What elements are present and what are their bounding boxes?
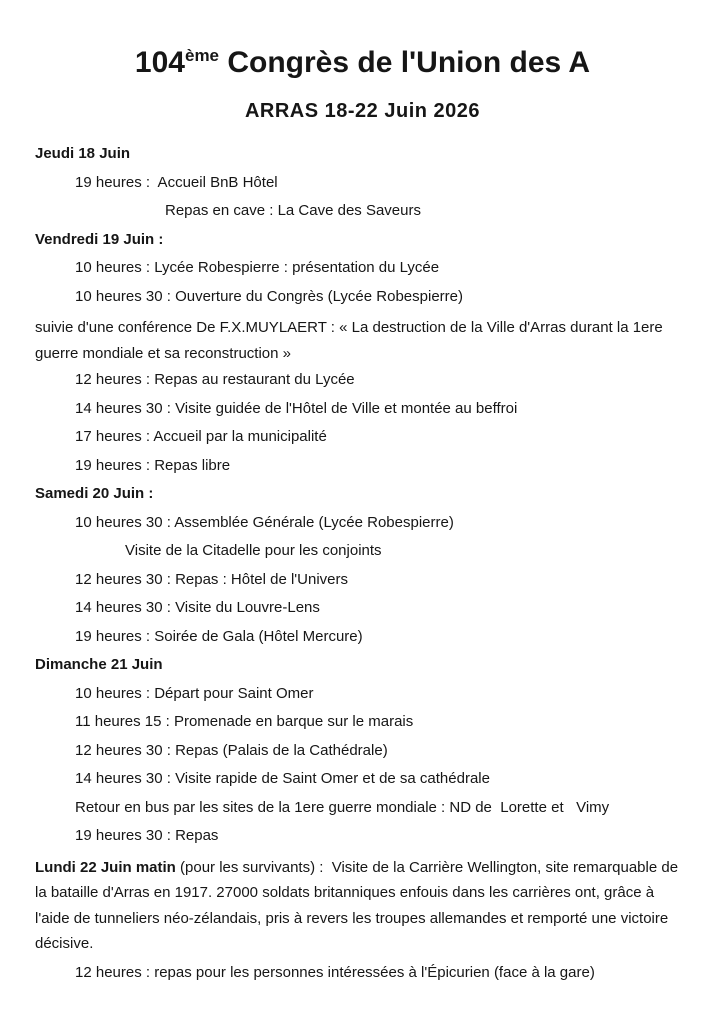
schedule-entry: 12 heures 30 : Repas : Hôtel de l'Univers <box>75 570 349 588</box>
schedule-entry: Retour en bus par les sites de la 1ere guerre mondiale : ND de Lorette et Vimy <box>75 798 610 816</box>
title-text: Congrès de l'Union des A <box>219 46 591 79</box>
day-heading-lundi: Lundi 22 Juin matin <box>35 858 176 876</box>
schedule-entry: 10 heures : Départ pour Saint Omer <box>75 684 314 702</box>
schedule-entry: 14 heures 30 : Visite du Louvre-Lens <box>75 599 320 616</box>
document-subtitle: ARRAS 18-22 Juin 2026 <box>244 100 481 122</box>
day-heading-dimanche: Dimanche 21 Juin <box>35 656 163 673</box>
schedule-entry: 19 heures : Repas libre <box>75 456 231 474</box>
schedule-entry: 19 heures : Accueil BnB Hôtel <box>75 173 278 191</box>
day-heading-samedi: Samedi 20 Juin : <box>35 485 154 502</box>
closing-paragraph <box>35 855 690 957</box>
schedule-entry: 12 heures : repas pour les personnes intéressées à l'Épicurien (face à la gare) <box>75 963 595 981</box>
conference-note: suivie d'une conférence De F.X.MUYLAERT : « La destruction de la Ville d'Arras durant la 1ere guerre mondiale et sa reconstruction » <box>35 319 667 362</box>
program-schedule <box>35 144 690 982</box>
day-heading-jeudi: Jeudi 18 Juin <box>35 145 131 162</box>
day-heading-vendredi: Vendredi 19 Juin : <box>35 230 164 248</box>
schedule-entry: 11 heures 15 : Promenade en barque sur le marais <box>75 713 414 730</box>
schedule-entry: 19 heures 30 : Repas <box>75 827 219 844</box>
schedule-entry: 14 heures 30 : Visite guidée de l'Hôtel de Ville et montée au beffroi <box>75 399 518 417</box>
schedule-entry: 10 heures 30 : Assemblée Générale (Lycée Robespierre) <box>75 513 454 531</box>
schedule-entry: 17 heures : Accueil par la municipalité <box>75 428 327 445</box>
schedule-entry: 12 heures : Repas au restaurant du Lycée <box>75 371 355 388</box>
schedule-entry: Repas en cave : La Cave des Saveurs <box>165 202 421 219</box>
title-number: 104 <box>134 46 185 79</box>
closing-paragraph-text: (pour les survivants) : Visite de la Carrière Wellington, site remarquable de la bataille d'Arras en 1917. 27000 soldats britanniques enfouis dans les carrières ont, grâce à l'aide de tunneliers néo-zélandais, pris à revers les troupes allemandes et remporté une victoire décisive. <box>35 858 683 952</box>
schedule-entry: 19 heures : Soirée de Gala (Hôtel Mercure) <box>75 627 363 645</box>
schedule-entry: 12 heures 30 : Repas (Palais de la Cathédrale) <box>75 741 388 759</box>
title-ordinal-superscript: ème <box>184 46 220 65</box>
schedule-entry: 10 heures 30 : Ouverture du Congrès (Lycée Robespierre) <box>75 287 463 305</box>
document-title <box>35 42 690 84</box>
schedule-entry: Visite de la Citadelle pour les conjoints <box>125 542 382 559</box>
schedule-entry: 10 heures : Lycée Robespierre : présentation du Lycée <box>75 259 440 276</box>
schedule-entry: 14 heures 30 : Visite rapide de Saint Omer et de sa cathédrale <box>75 770 490 787</box>
